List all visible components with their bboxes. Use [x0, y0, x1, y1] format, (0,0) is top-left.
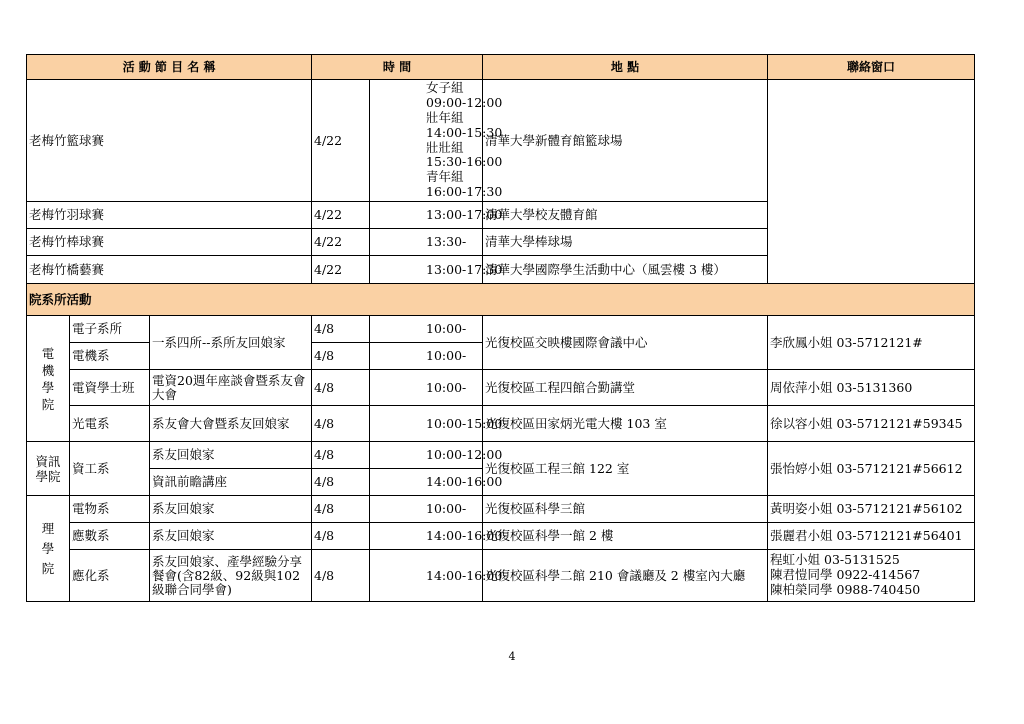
event-date: 4/8 [312, 370, 370, 406]
activity-time: 13:00-17:00 [370, 202, 483, 229]
event-date: 4/8 [312, 442, 370, 469]
event-contact: 徐以容小姐 03-5712121#59345 [768, 406, 975, 442]
activity-date: 4/22 [312, 202, 370, 229]
event-date: 4/8 [312, 523, 370, 550]
contact-line: 陳君愷同學 0922-414567 [770, 567, 921, 583]
dept-name: 資工系 [70, 442, 150, 496]
event-contact: 周依萍小姐 03-5131360 [768, 370, 975, 406]
page-number: 4 [508, 650, 516, 663]
activity-name: 老梅竹籃球賽 [27, 80, 312, 202]
schedule-table [26, 54, 975, 602]
dept-name: 應化系 [70, 550, 150, 602]
activity-name: 老梅竹棒球賽 [27, 229, 312, 256]
event-name: 系友回娘家、產學經驗分享餐會(含82級、92級與102級聯合同學會) [150, 550, 312, 602]
time-range: 16:00-17:30 [426, 183, 503, 199]
event-time: 14:00-16:00 [370, 469, 483, 496]
event-time: 14:00-16:00 [370, 550, 483, 602]
time-group-label: 壯壯組 [426, 139, 464, 155]
event-contacts [768, 550, 975, 602]
header-contact: 聯絡窗口 [768, 55, 975, 80]
event-date: 4/8 [312, 406, 370, 442]
event-date: 4/8 [312, 550, 370, 602]
event-contact: 黃明姿小姐 03-5712121#56102 [768, 496, 975, 523]
activity-location: 清華大學國際學生活動中心（風雲樓 3 樓） [483, 256, 768, 284]
activity-time: 13:30- [370, 229, 483, 256]
activity-date: 4/22 [312, 256, 370, 284]
time-range: 14:00-15:30 [426, 124, 503, 140]
dept-name: 電子系所 [70, 316, 150, 343]
event-date: 4/8 [312, 496, 370, 523]
dept-name: 應數系 [70, 523, 150, 550]
activity-date: 4/22 [312, 229, 370, 256]
header-location: 地 點 [483, 55, 768, 80]
event-contact: 張怡婷小姐 03-5712121#56612 [768, 442, 975, 496]
time-group-label: 青年組 [426, 169, 464, 185]
event-time: 10:00- [370, 316, 483, 343]
time-group-label: 女子組 [426, 80, 464, 96]
event-contact: 張麗君小姐 03-5712121#56401 [768, 523, 975, 550]
event-time: 10:00-12:00 [370, 442, 483, 469]
dept-name: 電機系 [70, 343, 150, 370]
activity-location: 清華大學新體育館籃球場 [483, 80, 768, 202]
event-time: 14:00-16:00 [370, 523, 483, 550]
activity-time-schedule [370, 80, 503, 202]
event-name: 系友回娘家 [150, 442, 312, 469]
event-location: 光復校區科學二館 210 會議廳及 2 樓室內大廳 [483, 550, 768, 602]
event-time: 10:00- [370, 343, 483, 370]
event-time: 10:00- [370, 370, 483, 406]
event-location: 光復校區工程四館合勤講堂 [483, 370, 768, 406]
contact-line: 陳柏榮同學 0988-740450 [770, 581, 921, 597]
sports-contact-empty [768, 80, 975, 284]
event-name: 系友回娘家 [150, 523, 312, 550]
section-title: 院系所活動 [27, 284, 975, 316]
table-row [27, 550, 975, 602]
dept-name: 電物系 [70, 496, 150, 523]
event-location: 光復校區科學三館 [483, 496, 768, 523]
college-label-sci: 理學院 [27, 496, 70, 602]
event-name: 資訊前瞻講座 [150, 469, 312, 496]
dept-name: 電資學士班 [70, 370, 150, 406]
event-location: 光復校區田家炳光電大樓 103 室 [483, 406, 768, 442]
event-name: 一系四所--系所友回娘家 [150, 316, 312, 370]
event-name: 系友會大會暨系友回娘家 [150, 406, 312, 442]
activity-name: 老梅竹羽球賽 [27, 202, 312, 229]
event-name: 系友回娘家 [150, 496, 312, 523]
event-name: 電資20週年座談會暨系友會大會 [150, 370, 312, 406]
event-location: 光復校區交映樓國際會議中心 [483, 316, 768, 370]
event-time: 10:00-15:00 [370, 406, 483, 442]
section-row [27, 284, 975, 316]
table-row [27, 80, 975, 202]
header-row [27, 55, 975, 80]
header-activity: 活 動 節 目 名 稱 [27, 55, 312, 80]
table-row [27, 370, 975, 406]
table-row [27, 316, 975, 343]
table-row [27, 406, 975, 442]
activity-name: 老梅竹橋藝賽 [27, 256, 312, 284]
event-date: 4/8 [312, 343, 370, 370]
header-time: 時 間 [312, 55, 483, 80]
event-date: 4/8 [312, 316, 370, 343]
dept-name: 光電系 [70, 406, 150, 442]
table-row [27, 442, 975, 469]
college-label-cs: 資訊學院 [27, 442, 70, 496]
time-range: 09:00-12:00 [426, 95, 503, 111]
event-date: 4/8 [312, 469, 370, 496]
event-location: 光復校區工程三館 122 室 [483, 442, 768, 496]
activity-date: 4/22 [312, 80, 370, 202]
time-group-label: 壯年組 [426, 109, 464, 125]
event-location: 光復校區科學一館 2 樓 [483, 523, 768, 550]
activity-location: 清華大學棒球場 [483, 229, 768, 256]
activity-time: 13:00-17:30 [370, 256, 483, 284]
college-label-eecs: 電機學院 [27, 316, 70, 442]
table-row [27, 523, 975, 550]
event-contact: 李欣鳳小姐 03-5712121# [768, 316, 975, 370]
time-range: 15:30-16:00 [426, 154, 503, 170]
contact-line: 程虹小姐 03-5131525 [770, 552, 900, 568]
table-row [27, 496, 975, 523]
event-time: 10:00- [370, 496, 483, 523]
activity-location: 清華大學校友體育館 [483, 202, 768, 229]
